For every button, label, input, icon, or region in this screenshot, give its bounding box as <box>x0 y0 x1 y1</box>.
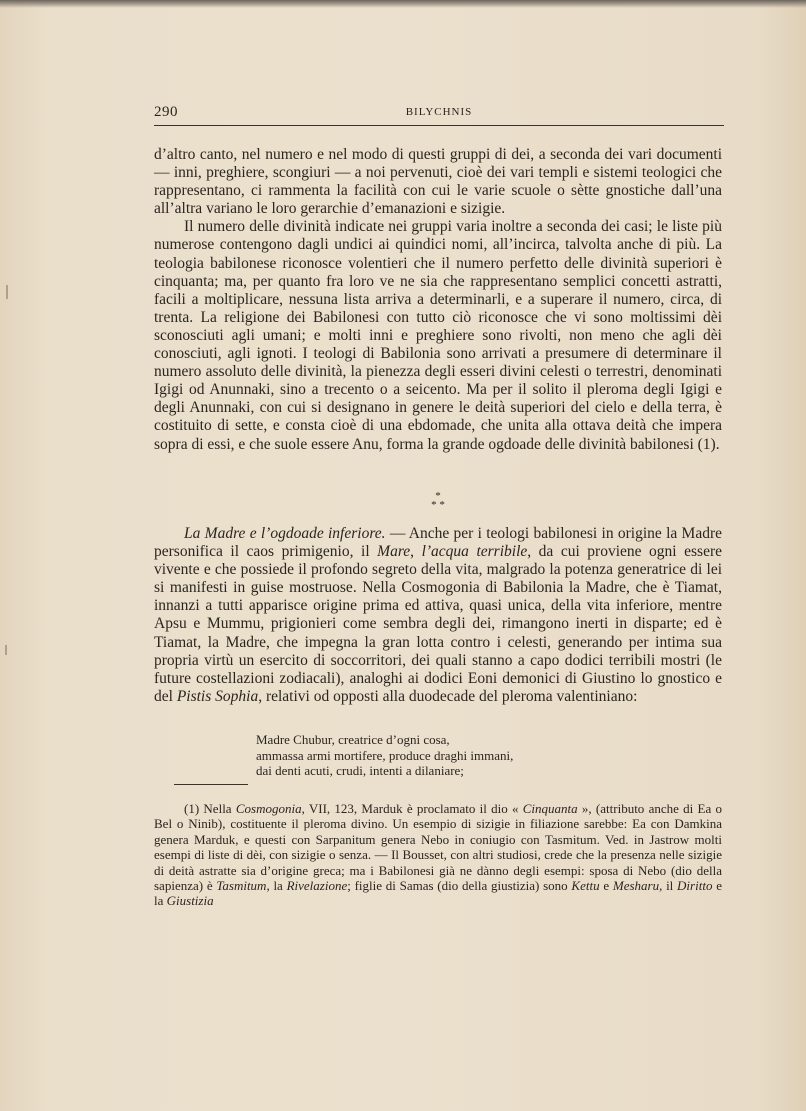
text-run: e <box>599 878 613 894</box>
margin-mark <box>5 645 7 655</box>
paragraph: Il numero delle divinità indicate nei gruppi varia inoltre a seconda dei casi; le liste più numerose contengono dagli undici ai quindici nomi, all’incirca, talvolta anche di più. La teologia babilonese riconosce volentieri che il numero perfetto delle divinità superiori è cinquanta; ma, per quanto fra loro ve ne sia che rappresentano semplici concetti astratti, facili a moltiplicare, nessuna lista arriva a determinarli, e a superare il numero, circa, di trenta. La religione dei Babilonesi con tutto ciò riconosce che vi sono moltissimi dèi sconosciuti agli umani; e molti inni e preghiere sono rivolti, non meno che agli dèi conosciuti, agli ignoti. I teologi di Babilonia sono arrivati a presumere di determinare il numero assoluto delle divinità, la pienezza degli esseri divini celesti o terrestri, denominati Igigi od Anunnaki, sino a trecento o a seicento. Ma per il solito il pleroma degli Igigi e degli Anunnaki, con cui si designano in genere le deità superiori del cielo e della terra, è costituito di sette, e consta cioè di una ebdomade, che unita alla ottava deità che impera sopra di essi, e che suole essere Anu, forma la grande ogdoade delle divinità babilonesi (1). <box>154 218 722 453</box>
verse-quote <box>256 732 696 779</box>
italic-run: Tasmitum <box>216 878 267 894</box>
italic-run: Kettu <box>571 878 600 894</box>
footnote-text <box>154 801 722 909</box>
body-text <box>154 146 722 454</box>
italic-run: Diritto <box>677 878 713 894</box>
text-run: , il <box>659 878 678 894</box>
asterism-bottom: * * <box>431 499 445 511</box>
italic-run: Pistis Sophia <box>176 687 259 705</box>
section-heading: La Madre e l’ogdoade inferiore. <box>184 525 386 542</box>
text-run: », (attributo anche di Ea o Bel o Ninib), costituente il pleroma divino. Un esempio di sizigie in filiazione sarebbe: Ea con Damkina genera Marduk, e questi con Sarpanitum genera Nebo in coniugio con Tasmitum. Ved. in Jastrow molti esempi di liste di dèi, con sizigie o senza. — Il Bousset, con altri studiosi, crede che la presenza nelle sizigie di deità astratte sia d’origine greca; ma i Babilonesi già ne dànno degli esempi: sposa di Nebo (dio della sapienza) è <box>154 801 722 894</box>
italic-run: l’acqua terribile <box>421 543 528 561</box>
italic-run: Cosmogonia <box>235 801 302 816</box>
italic-run: Rivelazione <box>286 878 348 894</box>
verse-line: dai denti acuti, crudi, intenti a dilaniare; <box>256 763 464 778</box>
margin-mark <box>6 285 8 299</box>
text-run: , VII, 123, Marduk è proclamato il dio « <box>301 801 523 816</box>
italic-run: Mare <box>377 543 411 561</box>
page-number: 290 <box>154 104 178 120</box>
page-header <box>154 104 724 126</box>
paragraph: d’altro canto, nel numero e nel modo di questi gruppi di dei, a seconda dei vari documenti — inni, preghiere, scongiuri — a noi pervenuti, cioè dei vari templi e sistemi teologici che rappresentano, ci rammenta la facilità con cui le varie scuole o sètte gnostiche dall’una all’altra variano le loro gerarchie d’emanazioni e sizigie. <box>154 146 722 218</box>
text-run: — Anche per i teologi babilonesi in origine la Madre personifica il caos primigenio, il <box>154 525 722 561</box>
running-title: BILYCHNIS <box>405 106 473 118</box>
italic-run: Giustizia <box>166 893 214 909</box>
section-madre <box>154 525 722 706</box>
footnote-rule <box>174 784 248 785</box>
italic-run: Cinquanta <box>522 801 578 816</box>
text-run: , da cui proviene ogni essere vivente e che possiede il profondo segreto della vita, malgrado la potenza generatrice di lei si manifesti in guise mostruose. Nella Cosmogonia di Babilonia la Madre, che è Tiamat, innanzi a tutti apparisce origine prima ed attiva, quasi unica, della vita inferiore, mentre Apsu e Mummu, prigionieri come sembra degli dei, rimangono inerti in disparte; ed è Tiamat, la Madre, che impegna la gran lotta contro i celesti, generando per intima sua propria virtù un esercito di soccorritori, dei quali stanno a capo dodici terribili mostri (le future costellazioni zodiacali), analoghi ai dodici Eoni demonici di Giustino lo gnostico e del <box>154 543 723 705</box>
text-run: , relativi od opposti alla duodecade del pleroma valentiniano: <box>258 687 638 705</box>
italic-run: Mesharu <box>612 878 660 894</box>
text-run: ; figlie di Samas (dio della giustizia) sono <box>347 878 572 894</box>
scan-top-edge <box>0 0 806 8</box>
text-run: (1) Nella <box>184 801 236 816</box>
text-run: , la <box>266 878 287 894</box>
asterism-top: * <box>435 490 441 502</box>
paragraph <box>154 525 722 706</box>
section-break-asterism <box>154 492 722 510</box>
header-rule <box>154 125 724 126</box>
verse-line: Madre Chubur, creatrice d’ogni cosa, <box>256 732 450 747</box>
text-run: e la <box>154 878 722 909</box>
verse-line: ammassa armi mortifere, produce draghi immani, <box>256 747 514 763</box>
footnote <box>154 801 722 909</box>
text-run: , <box>410 543 422 561</box>
